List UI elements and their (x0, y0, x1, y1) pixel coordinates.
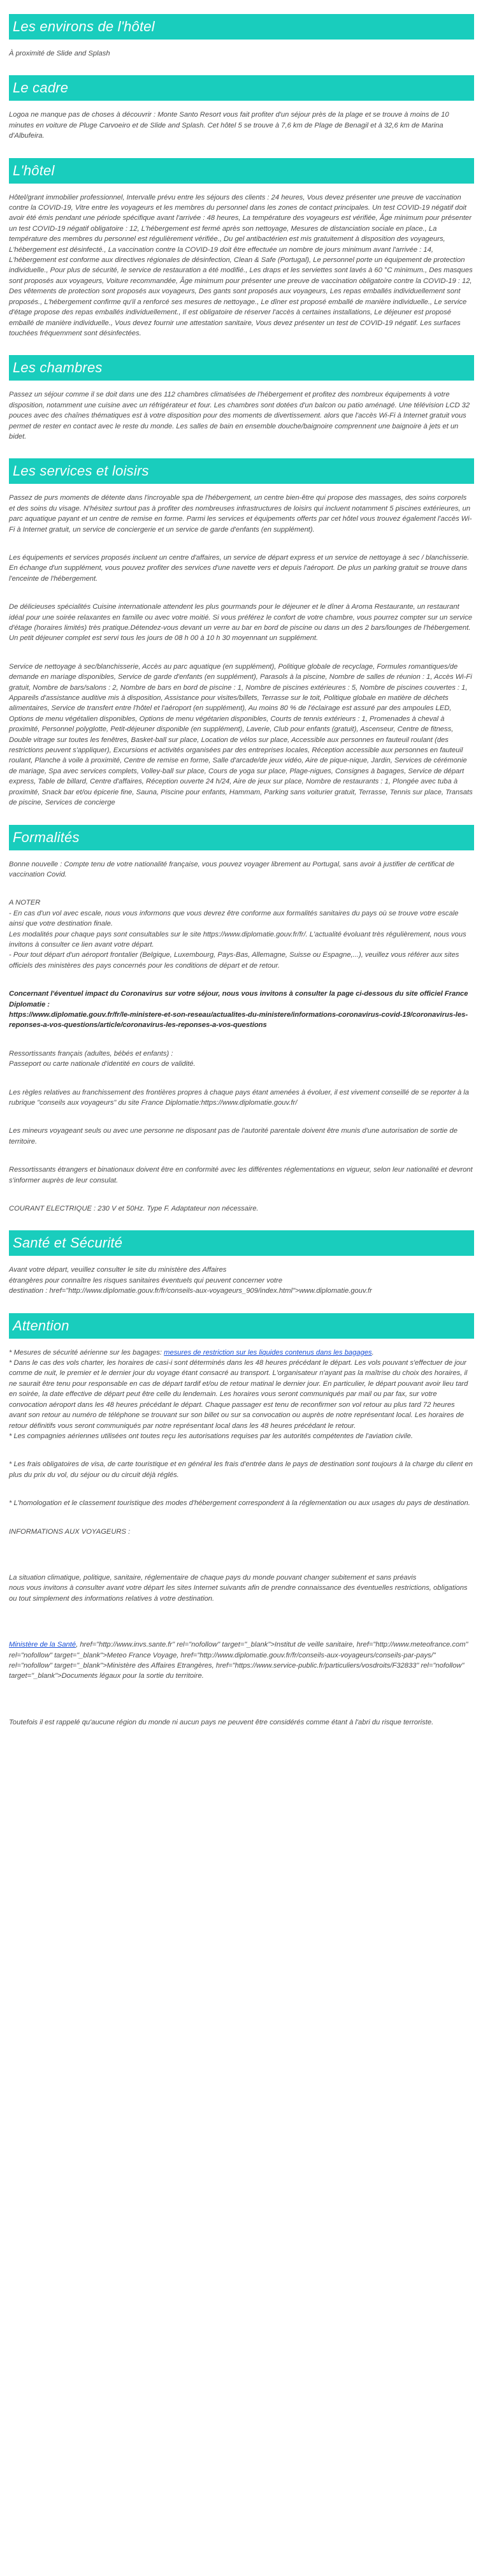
hotel-title: L'hôtel (9, 158, 474, 184)
attention-prefix: * Mesures de sécurité aérienne sur les bagages: (9, 1348, 164, 1357)
sante-text: Avant votre départ, veuillez consulter le site du ministère des Affaires étrangères pour connaître les risques sanitaires éventuels qui peuvent concerner votre destination : href="http://www.diplomatie.gouv.fr/fr/conseils-aux-voyageurs_909/index.html">www.diplomatie.gouv.fr (9, 1266, 372, 1295)
liquids-restriction-link[interactable]: mesures de restriction sur les liquides contenus dans les bagages (164, 1348, 372, 1357)
formalites-coronavirus: Concernant l'éventuel impact du Coronavirus sur votre séjour, nous vous invitons à consulter la page ci-dessous du site officiel France Diplomatie : https://www.diplomatie.gouv.fr/fr/le-ministere-et-son-reseau/actualites-du-ministere/informations-coronavirus-covid-19/coronavirus-les-reponses-a-vos-questions/article/coronavirus-les-reponses-a-vos-questions (9, 990, 468, 1030)
attention-text-6 (9, 1640, 474, 1682)
formalites-borders: Les règles relatives au franchissement des frontières propres à chaque pays étant amenées à évoluer, il est vivement conseillé de se reporter à la rubrique "conseils aux voyageurs" du site France Diplomatie:https://www.diplomatie.gouv.fr/ (9, 1088, 469, 1107)
formalites-title: Formalités (9, 825, 474, 850)
attention-links-text: , href="http://www.invs.sante.fr" rel="nofollow" target="_blank">Institut de veille sanitaire, href="http://www.meteofrance.com" rel="nofollow" target="_blank">Meteo France Voyage, href="http://www.diplomatie.gouv.fr/fr/conseils-aux-voyageurs/conseils-par-pays/" rel="nofollow" target="_blank">Ministère des Affaires Etrangères, href="https://www.service-public.fr/particuliers/vosdroits/F32833" rel="nofollow" target="_blank">Documents légaux pour la sortie du territoire. (9, 1641, 468, 1680)
attention-text-1 (9, 1348, 474, 1442)
environs-text: À proximité de Slide and Splash (9, 50, 110, 57)
environs-title: Les environs de l'hôtel (9, 14, 474, 40)
french-nationals-text: Passeport ou carte nationale d'identité en cours de validité. (9, 1060, 196, 1068)
formalites-text-1: Bonne nouvelle : Compte tenu de votre nationalité française, vous pouvez voyager librement au Portugal, sans avoir à justifier de certificat de vaccination Covid. (9, 860, 454, 878)
environs-section (9, 14, 474, 59)
services-amenities-list: Service de nettoyage à sec/blanchisserie, Accès au parc aquatique (en supplément), Politique globale de recyclage, Formules romantiques/de demande en mariage disponibles, Service de garde d'enfants (en supplément), Parasols à la piscine, Nombre de salles de réunion : 1, Accès Wi-Fi gratuit, Nombre de bars/salons : 2, Nombre de bars en bord de piscine : 1, Nombre de piscines extérieures : 5, Nombre de piscines couvertes : 1, Appareils d'assistance auditive mis à disposition, Assistance pour visites/billets, Terrasse sur le toit, Politique globale en matière de déchets alimentaires, Service de transfert entre l'hôtel et l'aéroport (en supplément), Au moins 80 % de l'éclairage est assuré par des ampoules LED, Options de menu végétalien disponibles, Options de menu végétarien disponibles, Courts de tennis extérieurs : 1, Promenades à cheval à proximité, Personnel polyglotte, Petit-déjeuner disponible (en supplément), Laverie, Club pour enfants (gratuit), Ascenseur, Centre de fitness, Double vitrage sur toutes les fenêtres, Basket-ball sur place, Location de vélos sur place, Accessible aux personnes en fauteuil roulant (des restrictions peuvent s'appliquer), Excursions et activités organisées par des entreprises locales, Réception accessible aux personnes en fauteuil roulant, Planche à voile à proximité, Centre de remise en forme, Salle d'arcade/de jeux vidéo, Aire de pique-nique, Jardin, Services de cérémonie de mariage, Spa avec services complets, Volley-ball sur place, Cours de yoga sur place, Plage-nigues, Consignes à bagages, Service de départ express, Table de billard, Centre d'affaires, Réception ouverte 24 h/24, Aire de jeux sur place, Nombre de restaurants : 1, Plongée avec tuba à proximité, Snack bar et/ou épicerie fine, Sauna, Piscine pour enfants, Hammam, Parking sans voiturier gratuit, Terrasse, Tennis sur place, Transats de piscine, Services de concierge (9, 662, 473, 807)
services-text-3: De délicieuses spécialités Cuisine internationale attendent les plus gourmands pour le déjeuner et le dîner à Aroma Restaurante, un restaurant idéal pour une soirée relaxantes en famille ou avec votre moitié. Si vous préférez le confort de votre chambre, vous pourrez compter sur un service d'étage (horaires limités) très pratique.Détendez-vous devant un verre au bar en bord de piscine ou dans un des 2 bars/lounges de l'hébergement. Un petit déjeuner complet est servi tous les jours de 08 h 00 à 10 h 30 moyennant un supplément. (9, 603, 472, 643)
french-nationals-heading: Ressortissants français (adultes, bébés et enfants) : (9, 1049, 173, 1058)
attention-body: . * Dans le cas des vols charter, les horaires de casi-i sont déterminés dans les 48 heures précédant le départ. Les vols pouvant s'effectuer de jour comme de nuit, le premier et le dernier jour du voyage étant consacré au transport. L'organisateur n'ayant pas la maîtrise du choix des horaires, il ne saurait être tenu pour responsable en cas de départ tardif et/ou de retour matinal le dernier jour. En particulier, le départ pouvant avoir lieu tard en soirée, la date effective de départ peut être celle du lendemain. Les horaires vous seront communiqués par mail ou par fax, sur votre convocation aéroport dans les 48 heures précédant le départ. Chaque passager est tenu de reconfirmer son vol retour au plus tard 72 heures avant son retour au numéro de téléphone se trouvant sur son billet ou sur sa convocation ou auprès de notre représentant local. Les horaires de retour définitifs vous seront communiqués par notre représentant local dans les 48 heures précédant le retour. * Les compagnies aériennes utilisées ont toutes reçu les autorisations requises par les autorités compétentes de l'aviation civile. (9, 1348, 468, 1440)
attention-section (9, 1313, 474, 1728)
services-title: Les services et loisirs (9, 458, 474, 484)
sante-title: Santé et Sécurité (9, 1230, 474, 1256)
chambres-text: Passez un séjour comme il se doit dans une des 112 chambres climatisées de l'hébergement et profitez des nombreux équipements à votre disposition, notamment une cuisine avec un réfrigérateur et four. Les chambres sont dotées d'un balcon ou patio aménagé. Une télévision LCD 32 pouces avec des chaînes thématiques est à votre disposition pour des moments de divertissement. alors que l'accès Wi-Fi à Internet gratuit vous permet de rester en contact avec le reste du monde. Les salles de bain en ensemble douche/baignoire comprennent une baignoire à jets et un bidet. (9, 391, 470, 440)
cadre-text: Logoa ne manque pas de choses à découvrir : Monte Santo Resort vous fait profiter d'un séjour près de la plage et se trouve à moins de 10 minutes en voiture de Pluge Carvoeiro et de Slide and Splash. Cet hôtel 5 se trouve à 7,6 km de Plage de Benagil et à 32,6 km de Marina d'Albufeira. (9, 111, 449, 140)
attention-title: Attention (9, 1313, 474, 1339)
attention-text-5: La situation climatique, politique, sanitaire, réglementaire de chaque pays du monde pouvant changer subitement et sans préavis nous vous invitons à consulter avant votre départ les sites Internet suivants afin de prendre connaissance des éventuelles restrictions, obligations ou tout simplement des informations relatives à votre destination. (9, 1573, 468, 1603)
attention-text-2: * Les frais obligatoires de visa, de carte touristique et en général les frais d'entrée dans le pays de destination sont toujours à la charge du client en plus du prix du vol, du séjour ou du circuit déjà réglés. (9, 1460, 473, 1479)
formalites-electric: COURANT ELECTRIQUE : 230 V et 50Hz. Type F. Adaptateur non nécessaire. (9, 1205, 259, 1213)
sante-section (9, 1230, 474, 1296)
formalites-minors: Les mineurs voyageant seuls ou avec une personne ne disposant pas de l'autorité parentale doivent être munis d'une autorisation de sortie de territoire. (9, 1127, 458, 1146)
foreign-nationals-heading: Ressortissants étrangers et binationaux (9, 1166, 134, 1174)
services-text-1: Passez de purs moments de détente dans l'incroyable spa de l'hébergement, un centre bien-être qui propose des massages, des soins corporels et des soins du visage. N'hésitez surtout pas à profiter des nombreuses infrastructures de loisirs qui incluent notamment 5 piscines extérieures, un parc aquatique payant et un centre de remise en forme. Parmi les services et équipements offerts par cet hôtel vous trouvez également l'accès Wi-Fi à Internet gratuit, un service de conciergerie et un service de garde d'enfants (en supplément). (9, 494, 472, 534)
chambres-title: Les chambres (9, 355, 474, 381)
formalites-section (9, 825, 474, 1214)
hotel-text: Hôtel/grant immobilier professionnel, Intervalle prévu entre les séjours des clients : 24 heures, Vous devez présenter une preuve de vaccination contre la COVID-19, Vitre entre les voyageurs et les membres du personnel dans les zones de contact principales. Un test COVID-19 négatif doit avoir été émis pendant une période spécifique avant l'arrivée : 48 heures, La température des voyageurs est vérifiée, Âge minimum pour présenter un test COVID-19 négatif obligatoire : 12, L'hébergement est fermé après son nettoyage, Mesures de distanciation sociale en place., La température des membres du personnel est régulièrement vérifiée., Du gel antibactérien est mis gratuitement à disposition des voyageurs, L'hébergement est désinfecté., La vaccination contre la COVID-19 doit être effectuée un nombre de jours minimum avant l'arrivée : 14, L'hébergement est conforme aux directives régionales de désinfection, Clean & Safe (Portugal), Le personnel porte un équipement de protection individuelle., Pour plus de sécurité, le service de restauration a été modifié., Les draps et les serviettes sont lavés à 60 °C minimum., Des masques sont proposés aux voyageurs, Voiture recommandée, Âge minimum pour présenter une preuve de vaccination obligatoire contre la COVID-19 : 12, Des vêtements de protection sont proposés aux voyageurs, Des gants sont proposés aux voyageurs, Les repas emballés individuellement sont proposés., L'hébergement confirme qu'il a renforcé ses mesures de nettoyage., Le dîner est proposé emballé de manière individuelle., Le service d'étage propose des repas emballés individuellement., Il est obligatoire de réserver l'accès à certaines installations, Le déjeuner est proposé emballé de manière individuelle., Vous devez fournir une attestation sanitaire, Vous devez présenter un test de COVID-19 négatif. Les surfaces touchées fréquemment sont désinfectées. (9, 193, 473, 337)
foreign-nationals-text: doivent être en conformité avec les différentes réglementations en vigueur, selon leur nationalité et devront s'informer auprès de leur consulat. (9, 1166, 473, 1184)
hotel-section (9, 158, 474, 339)
services-text-2: Les équipements et services proposés incluent un centre d'affaires, un service de départ express et un service de nettoyage à sec / blanchisserie. En échange d'un supplément, vous pouvez profiter des services d'une navette vers et depuis l'aéroport. De plus un parking gratuit se trouve dans l'enceinte de l'hébergement. (9, 553, 470, 583)
ministere-sante-link[interactable]: Ministère de la Santé (9, 1641, 76, 1649)
formalites-french-nationals (9, 1049, 474, 1070)
formalites-note: A NOTER - En cas d'un vol avec escale, nous vous informons que vous devrez être conforme aux formalités sanitaires du pays où se trouve votre escale ainsi que votre destination finale. Les modalités pour chaque pays sont consultables sur le site https://www.diplomatie.gouv.fr/fr/. L'actualité évoluant très régulièrement, nous vous invitons à consulter ce lien avant votre départ. - Pour tout départ d'un aéroport frontalier (Belgique, Luxembourg, Pays-Bas, Allemagne, Suisse ou Espagne,...), veuillez vous référer aux sites officiels des ministères des pays concernés pour les conditions de départ et de retour. (9, 899, 466, 970)
chambres-section (9, 355, 474, 442)
cadre-section (9, 75, 474, 141)
services-section (9, 458, 474, 808)
attention-text-7: Toutefois il est rappelé qu'aucune région du monde ni aucun pays ne peuvent être considérés comme étant à l'abri du risque terroriste. (9, 1718, 434, 1726)
cadre-title: Le cadre (9, 75, 474, 101)
attention-text-3: * L'homologation et le classement touristique des modes d'hébergement correspondent à la réglementation ou aux usages du pays de destination. (9, 1499, 470, 1508)
formalites-foreign-nationals (9, 1165, 474, 1186)
attention-info-heading: INFORMATIONS AUX VOYAGEURS : (9, 1527, 131, 1536)
